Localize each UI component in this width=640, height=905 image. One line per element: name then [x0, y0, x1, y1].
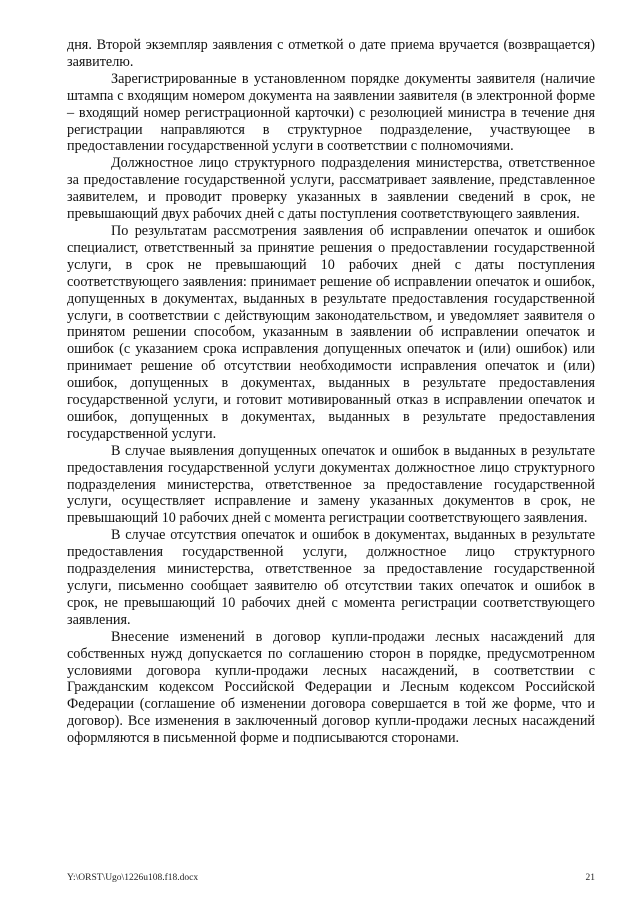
paragraph-no-errors: В случае отсутствия опечаток и ошибок в документах, выданных в результате предоставления государственной услуги, должностное лицо структурного подразделения министерства, ответственное за предоставление государственной услуги, письменно сообщает заявителю об отсутствии таких опечаток и ошибок в срок, не превышающий 10 рабочих дней с момента регистрации соответствующего заявления.	[67, 527, 595, 628]
page-number: 21	[585, 873, 595, 883]
paragraph-registration: Зарегистрированные в установленном порядке документы заявителя (наличие штампа с входящим номером документа на заявлении заявителя (в электронной форме – входящий номер регистрационной карточки) с резолюцией министра в течение дня регистрации направляются в структурное подразделение, участвующее в предоставлении государственной услуги в соответствии с полномочиями.	[67, 70, 595, 155]
footer-file-path: Y:\ORST\Ugo\1226u108.f18.docx	[67, 873, 199, 883]
document-page	[67, 37, 595, 747]
paragraph-contract-changes: Внесение изменений в договор купли-продажи лесных насаждений для собственных нужд допускается по соглашению сторон в порядке, предусмотренном условиями договора купли-продажи лесных насаждений, в соответствии с Гражданским кодексом Российской Федерации и Лесным кодексом Российской Федерации (соглашение об изменении договора совершается в той же форме, что и договор). Все изменения в заключенный договор купли-продажи лесных насаждений оформляются в письменной форме и подписываются сторонами.	[67, 628, 595, 747]
paragraph-errors-found: В случае выявления допущенных опечаток и ошибок в выданных в результате предоставления государственной услуги документах должностное лицо структурного подразделения министерства, ответственное за предоставление государственной услуги, осуществляет исправление и замену указанных документов в срок, не превышающий 10 рабочих дней с момента регистрации соответствующего заявления.	[67, 442, 595, 527]
paragraph-official-review: Должностное лицо структурного подразделения министерства, ответственное за предоставление государственной услуги, рассматривает заявление, представленное заявителем, и проводит проверку указанных в заявлении сведений в срок, не превышающий двух рабочих дней с даты поступления соответствующего заявления.	[67, 155, 595, 223]
paragraph-continuation: дня. Второй экземпляр заявления с отметкой о дате приема вручается (возвращается) заявителю.	[67, 37, 595, 70]
paragraph-review-results: По результатам рассмотрения заявления об исправлении опечаток и ошибок специалист, ответственный за принятие решения о предоставлении государственной услуги, в срок не превышающий 10 рабочих дней с даты поступления соответствующего заявления: принимает решение об исправлении опечаток и ошибок, допущенных в документах, выданных в результате предоставления государственной услуги, в соответствии с действующим законодательством, и уведомляет заявителя о принятом решении способом, указанным в заявлении об исправлении опечаток и ошибок (с указанием срока исправления допущенных опечаток и (или) ошибок) или принимает решение об отсутствии необходимости исправления опечаток и (или) ошибок, допущенных в документах, выданных в результате предоставления государственной услуги, и готовит мотивированный отказ в исправлении опечаток и ошибок, допущенных в документах, выданных в результате предоставления государственной услуги.	[67, 222, 595, 442]
